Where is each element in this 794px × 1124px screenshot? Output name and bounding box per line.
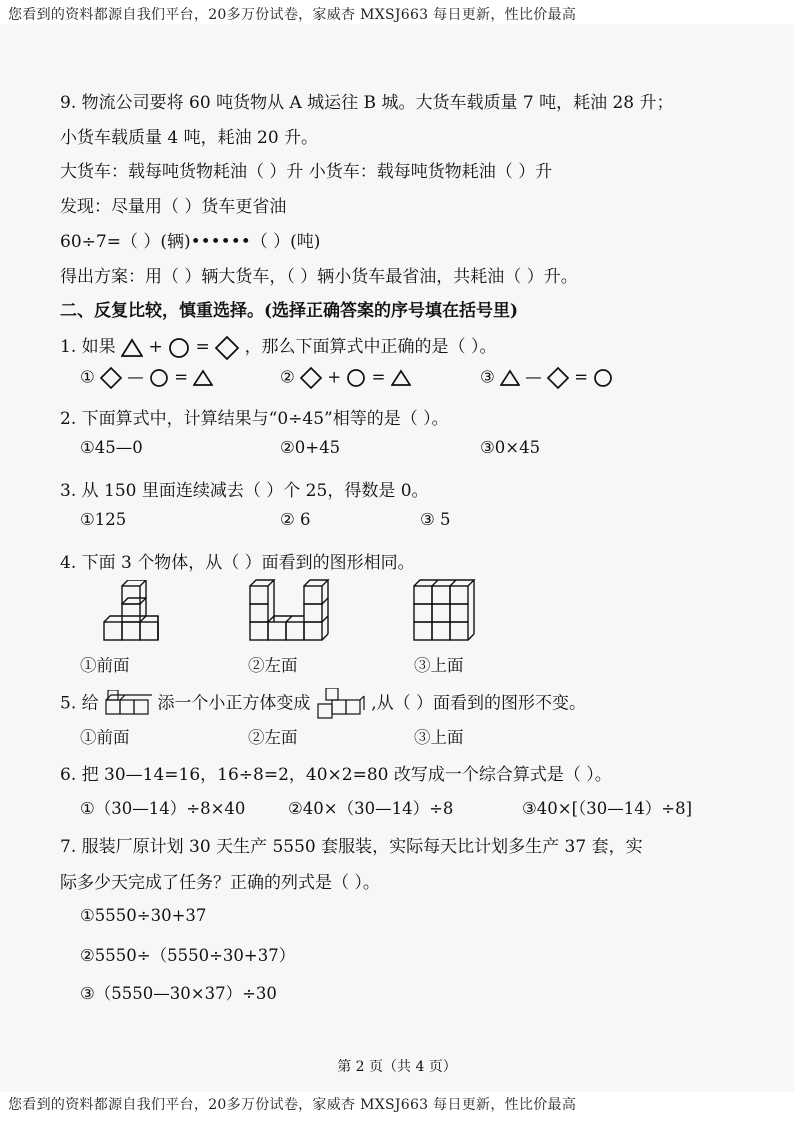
q7-option-2: ②5550÷（5550÷30+37） (80, 946, 296, 965)
q2-option-1: ①45—0 (80, 438, 143, 457)
diamond-icon (215, 336, 239, 360)
q6-option-2: ②40×（30—14）÷8 (288, 799, 454, 818)
triangle-icon (500, 369, 520, 387)
q4-object-3-figure (410, 576, 476, 646)
q1-opt2-num: ② (280, 367, 295, 387)
q6-option-3: ③40×[（30—14）÷8] (522, 799, 693, 818)
banner-top: 您看到的资料都源自我们平台，20多万份试卷，家威杏 MXSJ663 每日更新，性比价最高 (8, 7, 577, 23)
q4-stem: 4. 下面 3 个物体，从（ ）面看到的图形相同。 (60, 553, 415, 573)
q2-option-2: ②0+45 (280, 438, 341, 457)
q1-option-3 (480, 367, 613, 389)
q6-stem: 6. 把 30—14=16，16÷8=2，40×2=80 改写成一个综合算式是（ ）。 (60, 765, 612, 785)
q4-option-3: ③上面 (414, 656, 464, 675)
q5-original-cubes-figure (104, 690, 152, 718)
q1-opt3-minus: — (525, 367, 542, 387)
q9-line3: 大货车：载每吨货物耗油（ ）升 小货车：载每吨货物耗油（ ）升 (60, 162, 553, 182)
q1-opt1-num: ① (80, 367, 95, 387)
q1-option-2 (280, 367, 411, 389)
q5-stem (60, 688, 586, 720)
q4-option-1: ①前面 (80, 656, 130, 675)
q7-line2: 际多少天完成了任务？正确的列式是（ ）。 (60, 873, 380, 893)
q3-stem: 3. 从 150 里面连续减去（ ）个 25，得数是 0。 (60, 481, 429, 501)
diamond-icon (300, 367, 322, 389)
q9-line2: 小货车载质量 4 吨，耗油 20 升。 (60, 128, 319, 148)
section2-heading: 二、反复比较，慎重选择。(选择正确答案的序号填在括号里) (60, 301, 519, 321)
q5-stem-suffix: ,从（ ）面看到的图形不变。 (371, 693, 587, 714)
q3-option-2: ② 6 (280, 510, 311, 529)
q7-option-3: ③（5550—30×37）÷30 (80, 984, 277, 1003)
q5-new-cubes-figure (316, 688, 366, 720)
q1-stem (60, 332, 496, 360)
q6-option-1: ①（30—14）÷8×40 (80, 799, 246, 818)
q7-line1: 7. 服装厂原计划 30 天生产 5550 套服装，实际每天比计划多生产 37 套，实 (60, 837, 643, 857)
banner-bottom: 您看到的资料都源自我们平台，20多万份试卷，家威杏 MXSJ663 每日更新，性比价最高 (8, 1097, 577, 1113)
triangle-icon (121, 338, 143, 358)
q1-stem-prefix: 1. 如果 (60, 337, 116, 357)
q1-eq: = (195, 337, 210, 357)
triangle-icon (193, 369, 213, 387)
q9-line6: 得出方案：用（ ）辆大货车，（ ）辆小货车最省油，共耗油（ ）升。 (60, 267, 578, 287)
q9-line1: 9. 物流公司要将 60 吨货物从 A 城运往 B 城。大货车载质量 7 吨，耗油 28 升； (60, 93, 674, 113)
q2-option-3: ③0×45 (480, 438, 541, 457)
diamond-icon (100, 367, 122, 389)
circle-icon (149, 368, 169, 388)
exam-page (0, 24, 794, 1092)
q1-plus: + (148, 337, 163, 357)
q1-opt2-plus: + (327, 367, 342, 387)
q3-option-3: ③ 5 (420, 510, 451, 529)
q1-stem-suffix: ，那么下面算式中正确的是（ ）。 (244, 337, 497, 357)
circle-icon (168, 337, 190, 359)
q5-stem-prefix: 5. 给 (60, 693, 99, 714)
q2-stem: 2. 下面算式中，计算结果与“0÷45”相等的是（ ）。 (60, 409, 449, 429)
q4-object-1-figure (100, 580, 162, 646)
q4-object-2-figure (246, 576, 332, 646)
page-number: 第 2 页（共 4 页） (337, 1059, 457, 1075)
q3-option-1: ①125 (80, 510, 127, 529)
q5-option-3: ③上面 (414, 728, 464, 747)
q5-stem-mid: 添一个小正方体变成 (157, 693, 311, 714)
q1-opt3-eq: = (574, 367, 589, 387)
q1-opt1-minus: — (127, 367, 144, 387)
circle-icon (593, 368, 613, 388)
q1-opt1-eq: = (174, 367, 189, 387)
diamond-icon (547, 367, 569, 389)
q5-option-1: ①前面 (80, 728, 130, 747)
q1-opt3-num: ③ (480, 367, 495, 387)
triangle-icon (391, 369, 411, 387)
q4-option-2: ②左面 (248, 656, 298, 675)
q5-option-2: ②左面 (248, 728, 298, 747)
q1-option-1 (80, 367, 213, 389)
q1-opt2-eq: = (371, 367, 386, 387)
circle-icon (346, 368, 366, 388)
q7-option-1: ①5550÷30+37 (80, 906, 207, 925)
q9-line5: 60÷7=（ ）(辆)••••••（ ）(吨) (60, 232, 321, 252)
q9-line4: 发现：尽量用（ ）货车更省油 (60, 197, 287, 217)
